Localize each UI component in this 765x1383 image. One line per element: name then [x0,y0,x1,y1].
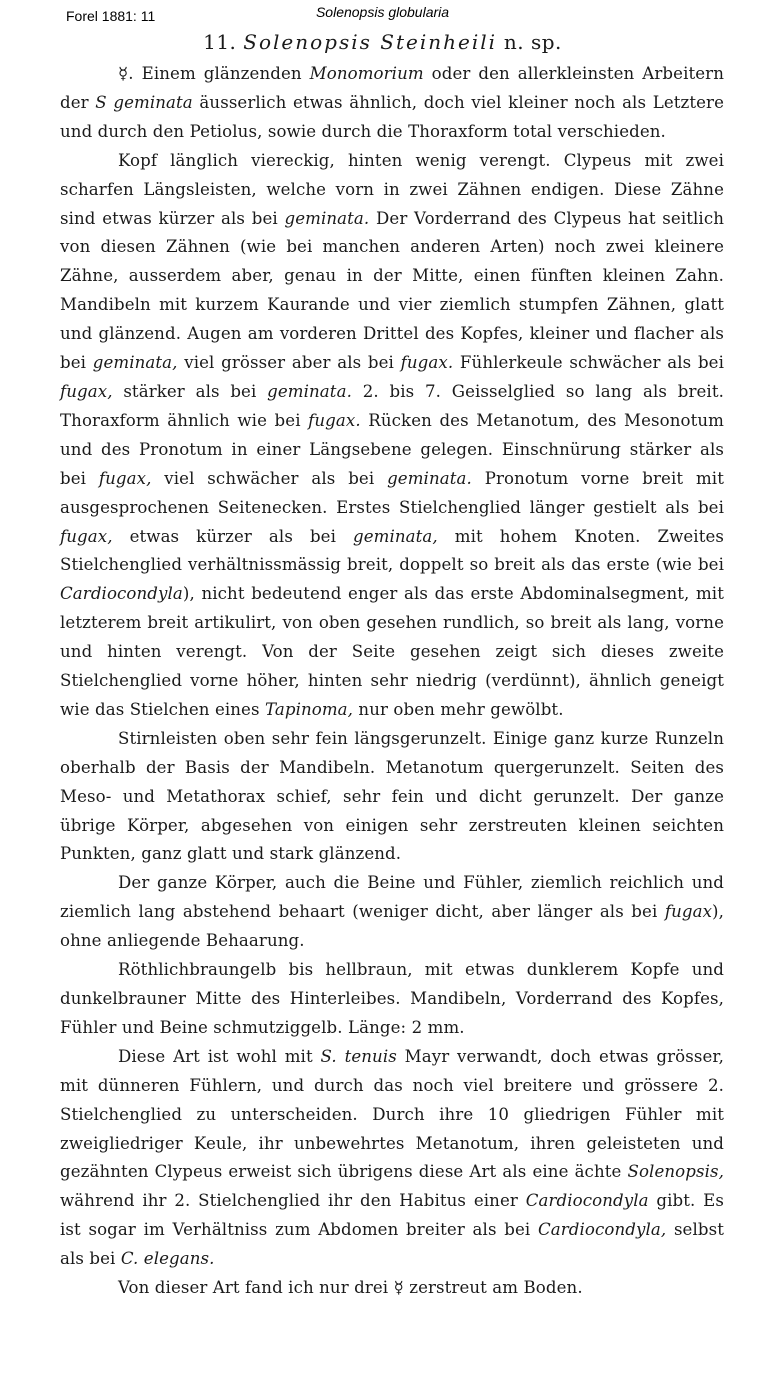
text-run: Pronotum vorne breit mit ausgesprochenen Seitenecken. Erstes Stielchenglied länger gestielt als bei [60,468,724,517]
italic-taxon: S geminata [95,92,193,112]
paragraph [60,1274,724,1303]
italic-taxon: geminata. [387,468,472,488]
paragraph [60,956,724,1043]
italic-taxon: fugax, [60,381,113,401]
italic-taxon: S. tenuis [320,1046,397,1066]
text-run: Der ganze Körper, auch die Beine und Fühler, ziemlich reichlich und ziemlich lang abstehend behaart (weniger dicht, aber länger als bei [60,873,724,922]
description-body [60,60,724,1303]
text-run: Von dieser Art fand ich nur drei ☿ zerstreut am Boden. [118,1278,583,1298]
text-run: selbst als bei [60,1220,724,1269]
italic-taxon: Monomorium [309,64,424,83]
italic-taxon: geminata, [92,353,178,373]
citation-label: Forel 1881: 11 [66,8,156,24]
text-run: während ihr 2. Stielchenglied ihr den Habitus einer [60,1191,526,1211]
italic-taxon: Cardiocondyla [60,584,183,604]
italic-taxon: fugax. [400,353,454,373]
text-run: mit hohem Knoten. Zweites Stielchenglied verhältnissmässig breit, doppelt so breit als das erste (wie bei [60,526,725,575]
species-number: 11. [203,30,237,54]
italic-taxon: C. elegans. [120,1249,215,1269]
italic-taxon: geminata. [267,381,352,401]
italic-taxon: Cardiocondyla [525,1191,649,1211]
paragraph [60,147,724,725]
italic-taxon: fugax, [60,526,113,546]
text-run: äusserlich etwas ähnlich, doch viel kleiner noch als Letztere und durch den Petiolus, sowie durch die Thoraxform total verschieden. [60,92,724,141]
page-header [0,4,765,24]
italic-taxon: Tapinoma, [264,699,354,719]
text-run: 2. bis 7. Geisselglied so lang als breit. Thoraxform ähnlich wie bei [60,381,724,430]
text-run: gibt. Es ist sogar im Verhältniss zum Abdomen breiter als bei [60,1191,724,1240]
text-run: viel schwächer als bei [151,468,388,488]
text-run: stärker als bei [112,381,268,401]
text-run: oder den allerkleinsten Arbeitern der [60,64,724,112]
italic-taxon: fugax [664,902,713,922]
italic-taxon: geminata, [353,526,438,546]
text-run: ☿. Einem glänzenden [118,64,310,83]
italic-taxon: geminata. [284,208,370,228]
text-run: Stirnleisten oben sehr fein längsgerunzelt. Einige ganz kurze Runzeln oberhalb der Basis der Mandibeln. Metanotum quergerunzelt. Seiten des Meso- und Metathorax schief, sehr fein und dicht gerunzelt. Der ganze übrige Körper, abgesehen von einigen sehr zerstreuten kleinen seichten Punkten, ganz glatt und stark glänzend. [60,728,724,864]
text-run: Mayr verwandt, doch etwas grösser, mit dünneren Fühlern, und durch das noch viel breitere und grössere 2. Stielchenglied zu unterscheiden. Durch ihre 10 gliedrigen Fühler mit zweigliedriger Keule, ihr unbewehrtes Metanotum, ihren geleisteten und gezähnten Clypeus erweist sich übrigens diese Art als eine ächte [60,1046,724,1182]
text-run: Fühlerkeule schwächer als bei [453,353,725,373]
text-run: viel grösser aber als bei [177,353,401,373]
text-run: Der Vorderrand des Clypeus hat seitlich von diesen Zähnen (wie bei manchen anderen Arten) noch zwei kleinere Zähne, ausserdem aber, genau in der Mitte, einen fünften kleinen Zahn. Mandibeln mit kurzem Kaurande und vier ziemlich stumpfen Zähnen, glatt und glänzend. Augen am vorderen Drittel des Kopfes, kleiner und flacher als bei [60,208,724,373]
text-run: Rücken des Metanotum, des Mesonotum und des Pronotum in einer Längsebene gelegen. Einschnürung stärker als bei [60,410,725,488]
paragraph [60,725,724,870]
text-run: Kopf länglich viereckig, hinten wenig verengt. Clypeus mit zwei scharfen Längsleisten, welche vorn in zwei Zähnen endigen. Diese Zähne sind etwas kürzer als bei [60,150,724,228]
text-run: Röthlichbraungelb bis hellbraun, mit etwas dunklerem Kopfe und dunkelbrauner Mitte des Hinterleibes. Mandibeln, Vorderrand des Kopfes, Fühler und Beine schmutziggelb. Länge: 2 mm. [60,960,724,1037]
text-run: ), ohne anliegende Behaarung. [60,902,724,951]
species-suffix: n. sp. [503,30,562,54]
italic-taxon: fugax. [308,410,361,430]
paragraph [60,869,724,956]
paragraph [60,1043,724,1274]
text-run: etwas kürzer als bei [112,526,353,546]
text-run: Diese Art ist wohl mit [118,1046,321,1066]
italic-taxon: Cardiocondyla, [537,1220,667,1240]
italic-taxon: Solenopsis, [627,1162,724,1182]
paragraph [60,60,724,147]
species-header: Solenopsis globularia [315,4,450,20]
text-run: ), nicht bedeutend enger als das erste Abdominalsegment, mit letzterem breit artikulirt, von oben gesehen rundlich, so breit als lang, vorne und hinten verengt. Von der Seite gesehen zeigt sich dieses zweite Stielchenglied vorne höher, hinten sehr niedrig (verdünnt), ähnlich geneigt wie das Stielchen eines [60,584,724,719]
text-run: nur oben mehr gewölbt. [353,699,564,719]
species-name: Solenopsis Steinheili [243,30,498,54]
species-title [0,30,765,54]
italic-taxon: fugax, [98,468,152,488]
